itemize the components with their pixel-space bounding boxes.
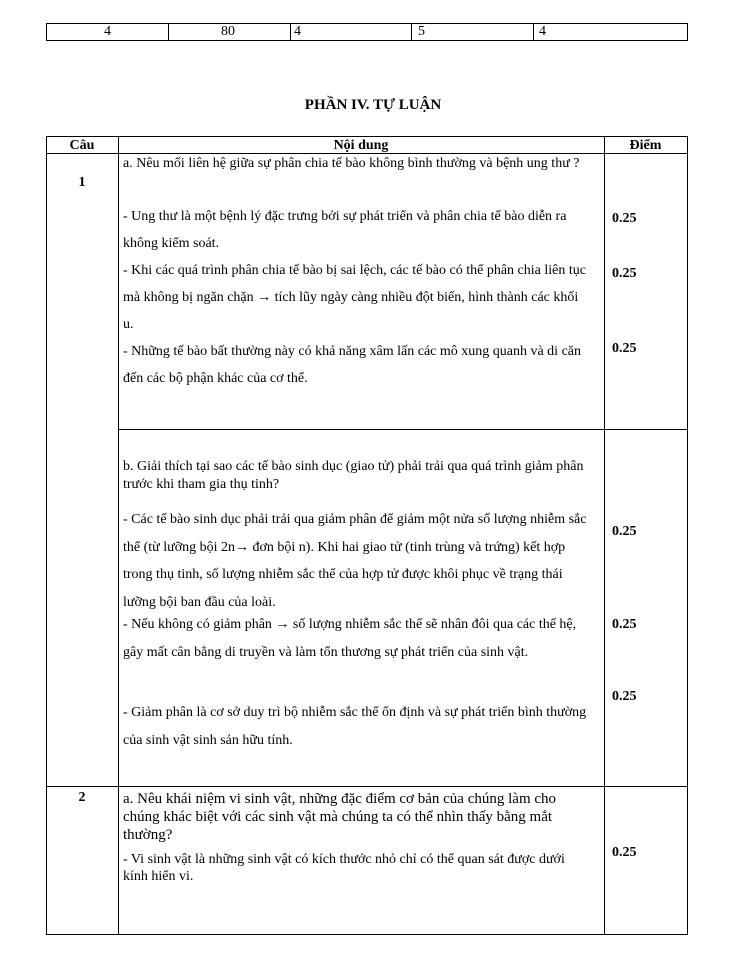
top-cell: 4	[539, 24, 546, 39]
top-cell: 80	[221, 24, 235, 39]
q1a-answer: - Những tế bào bất thường này có khả năng xâm lấn các mô xung quanh và di căn đến các bộ phận khác của cơ thể.	[123, 344, 582, 386]
q2a-question: a. Nêu khái niệm vi sinh vật, những đặc điểm cơ bản của chúng làm cho chúng khác biệt với các sinh vật mà chúng ta có thể nhìn thấy bằng mắt thường?	[123, 791, 557, 843]
top-cell: 5	[418, 24, 425, 39]
q1a-point: 0.25	[612, 341, 637, 356]
q1b-point: 0.25	[612, 689, 637, 704]
q1a-answer: - Khi các quá trình phân chia tế bào bị sai lệch, các tế bào có thể phân chia liên tục mà không bị ngăn chặn → tích lũy ngày càng nhiều đột biến, hình thành các khối u.	[123, 263, 586, 332]
q1b-answer: - Nếu không có giảm phân → số lượng nhiễm sắc thể sẽ nhân đôi qua các thế hệ, gây mất cân bằng di truyền và làm tổn thương sự phát triển của sinh vật.	[123, 617, 577, 660]
question-number: 2	[78, 790, 86, 805]
top-cell: 4	[294, 24, 301, 39]
q1b-question: b. Giải thích tại sao các tế bào sinh dục (giao tử) phải trải qua quá trình giảm phân trước khi tham gia thụ tinh?	[123, 459, 584, 492]
q1b-point: 0.25	[612, 617, 637, 632]
q1a-question: a. Nêu mối liên hệ giữa sự phân chia tế bào không bình thường và bệnh ung thư ?	[123, 156, 580, 171]
q1b-answer: - Giảm phân là cơ sở duy trì bộ nhiễm sắc thể ổn định và sự phát triển bình thường của sinh vật sinh sản hữu tính.	[123, 705, 587, 748]
q1a-point: 0.25	[612, 266, 637, 281]
question-number: 1	[78, 175, 86, 190]
q1a-point: 0.25	[612, 211, 637, 226]
q1b-answer: - Các tế bào sinh dục phải trải qua giảm phân để giảm một nửa số lượng nhiễm sắc thể (từ lưỡng bội 2n→ đơn bội n). Khi hai giao tử (tinh trùng và trứng) kết hợp trong thụ tinh, số lượng nhiễm sắc thể của hợp tử được khôi phục về trạng thái lưỡng bội ban đầu của loài.	[123, 512, 587, 610]
q2a-answer: - Vi sinh vật là những sinh vật có kích thước nhỏ chỉ có thể quan sát được dưới kính hiển vi.	[123, 852, 565, 884]
header-diem: Điểm	[629, 138, 662, 153]
q1b-point: 0.25	[612, 524, 637, 539]
top-cell: 4	[104, 24, 111, 39]
q1a-answer: - Ung thư là một bệnh lý đặc trưng bởi sự phát triển và phân chia tế bào diễn ra không kiểm soát.	[123, 209, 567, 251]
q2a-point: 0.25	[612, 845, 637, 860]
header-noidung: Nội dung	[333, 138, 389, 153]
section-title: PHẦN IV. TỰ LUẬN	[304, 97, 442, 113]
header-cau: Câu	[69, 138, 95, 153]
